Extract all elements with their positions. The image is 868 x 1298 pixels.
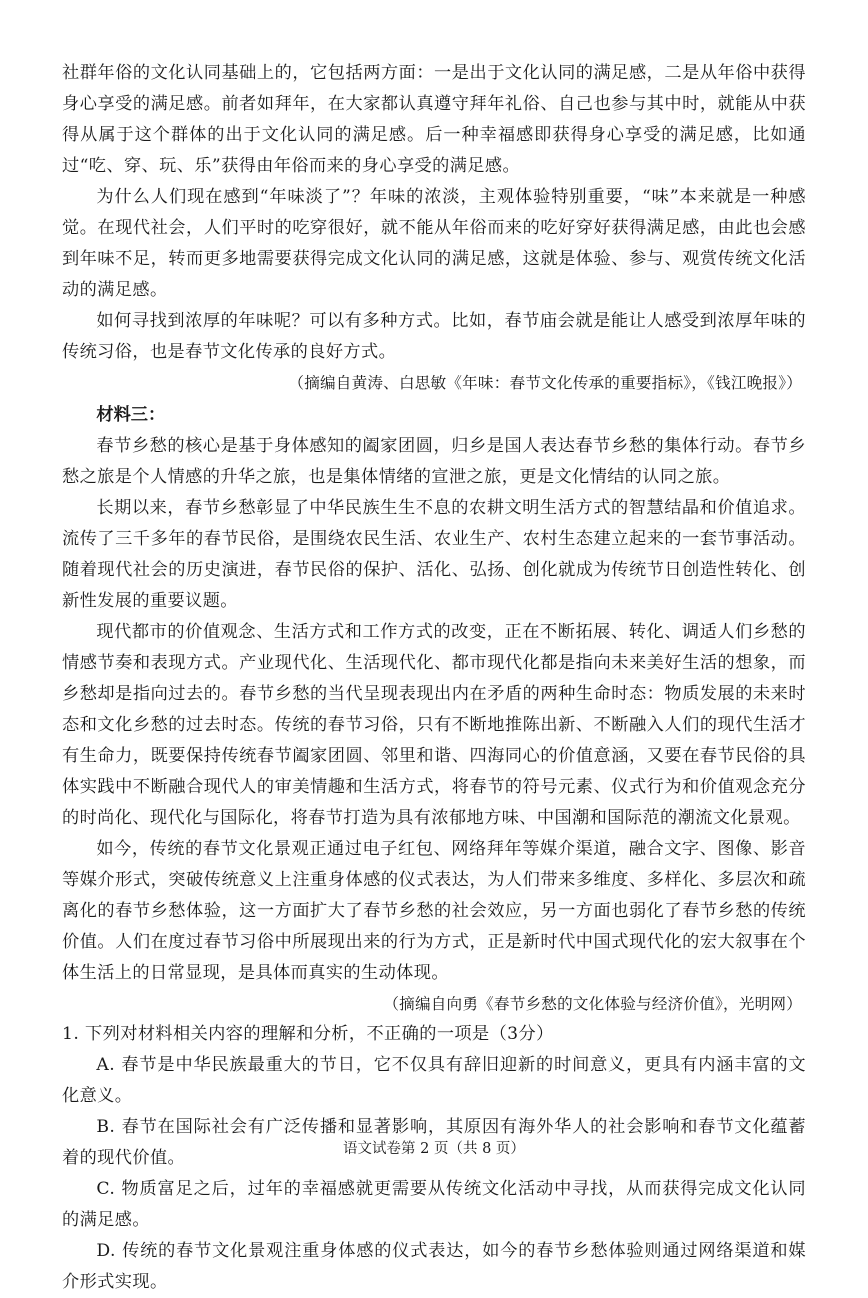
paragraph: 春节乡愁的核心是基于身体感知的阖家团圆，归乡是国人表达春节乡愁的集体行动。春节乡愁之旅是个人情感的升华之旅，也是集体情绪的宣泄之旅，更是文化情结的认同之旅。 — [62, 436, 806, 487]
paragraph: 长期以来，春节乡愁彰显了中华民族生生不息的农耕文明生活方式的智慧结晶和价值追求。流传了三千多年的春节民俗，是围绕农民生活、农业生产、农村生态建立起来的一套节事活动。随着现代社会的历史演进，春节民俗的保护、活化、弘扬、创化就成为传统节日创造性转化、创新性发展的重要议题。 — [62, 498, 806, 611]
question-stem: 1. 下列对材料相关内容的理解和分析，不正确的一项是（3分） — [62, 1024, 554, 1044]
source-citation: （摘编自黄涛、白思敏《年味：春节文化传承的重要指标》，《钱江晚报》） — [288, 374, 802, 392]
question-option-c: C. 物质富足之后，过年的幸福感就更需要从传统文化活动中寻找，从而获得完成文化认同的满足感。 — [62, 1179, 806, 1230]
paragraph-continued: 社群年俗的文化认同基础上的，它包括两方面：一是出于文化认同的满足感，二是从年俗中获得身心享受的满足感。前者如拜年，在大家都认真遵守拜年礼俗、自己也参与其中时，就能从中获得从属于这个群体的出于文化认同的满足感。后一种幸福感即获得身心享受的满足感，比如通过“吃、穿、玩、乐”获得由年俗而来的身心享受的满足感。 — [62, 63, 806, 176]
paragraph: 现代都市的价值观念、生活方式和工作方式的改变，正在不断拓展、转化、调适人们乡愁的情感节奏和表现方式。产业现代化、生活现代化、都市现代化都是指向未来美好生活的想象，而乡愁却是指向过去的。春节乡愁的当代呈现表现出内在矛盾的两种生命时态：物质发展的未来时态和文化乡愁的过去时态。传统的春节习俗，只有不断地推陈出新、不断融入人们的现代生活才有生命力，既要保持传统春节阖家团圆、邻里和谐、四海同心的价值意涵，又要在春节民俗的具体实践中不断融合现代人的审美情趣和生活方式，将春节的符号元素、仪式行为和价值观念充分的时尚化、现代化与国际化，将春节打造为具有浓郁地方味、中国潮和国际范的潮流文化景观。 — [62, 622, 806, 828]
paragraph: 为什么人们现在感到“年味淡了”？年味的浓淡，主观体验特别重要，“味”本来就是一种感觉。在现代社会，人们平时的吃穿很好，就不能从年俗而来的吃好穿好获得满足感，由此也会感到年味不足，转而更多地需要获得完成文化认同的满足感，这就是体验、参与、观赏传统文化活动的满足感。 — [62, 187, 806, 300]
paragraph: 如今，传统的春节文化景观正通过电子红包、网络拜年等媒介渠道，融合文字、图像、影音等媒介形式，突破传统意义上注重身体感的仪式表达，为人们带来多维度、多样化、多层次和疏离化的春节乡愁体验，这一方面扩大了春节乡愁的社会效应，另一方面也弱化了春节乡愁的传统价值。人们在度过春节习俗中所展现出来的行为方式，正是新时代中国式现代化的宏大叙事在个体生活上的日常显现，是具体而真实的生动体现。 — [62, 839, 806, 983]
material-heading: 材料三： — [96, 405, 166, 425]
question-option-b: B. 春节在国际社会有广泛传播和显著影响，其原因有海外华人的社会影响和春节文化蕴蓄着的现代价值。 — [62, 1117, 806, 1168]
question-option-d: D. 传统的春节文化景观注重身体感的仪式表达，如今的春节乡愁体验则通过网络渠道和媒介形式实现。 — [62, 1241, 806, 1292]
question-option-a: A. 春节是中华民族最重大的节日，它不仅具有辞旧迎新的时间意义，更具有内涵丰富的文化意义。 — [62, 1055, 806, 1106]
page-footer: 语文试卷第 2 页（共 8 页） — [343, 1141, 525, 1157]
paragraph: 如何寻找到浓厚的年味呢？可以有多种方式。比如，春节庙会就是能让人感受到浓厚年味的传统习俗，也是春节文化传承的良好方式。 — [62, 311, 806, 362]
source-citation: （摘编自向勇《春节乡愁的文化体验与经济价值》，光明网） — [383, 995, 802, 1013]
